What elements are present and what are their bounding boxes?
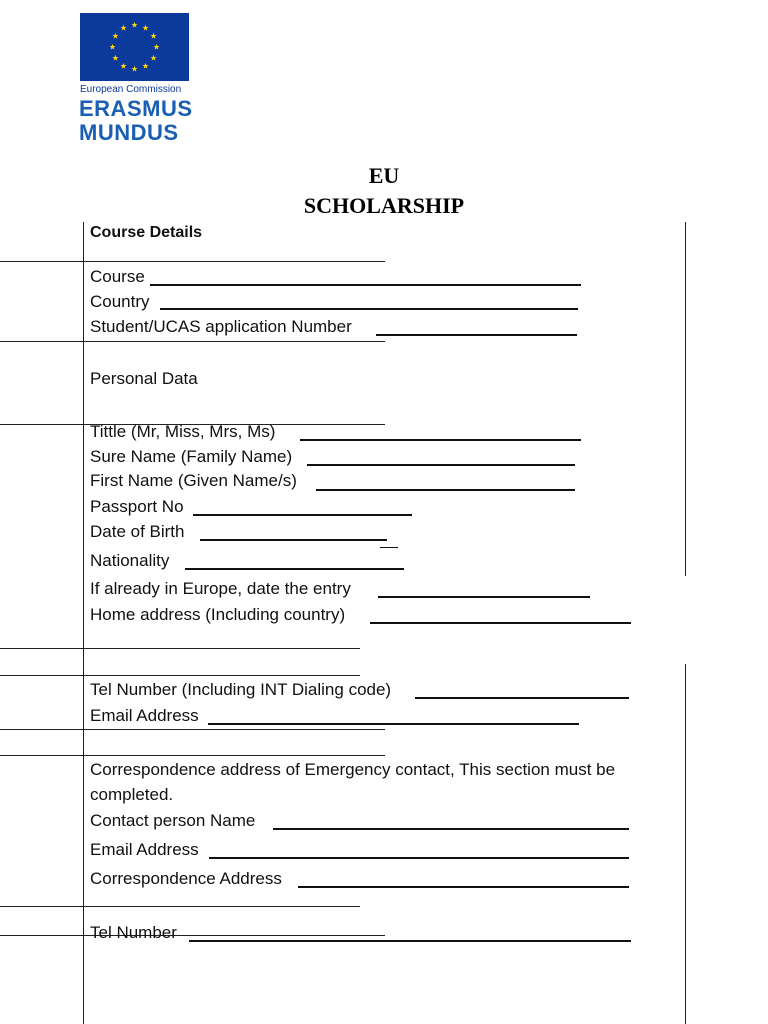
row-divider (0, 935, 385, 936)
dob-field[interactable] (200, 539, 387, 541)
star-icon (120, 63, 126, 69)
star-icon (153, 44, 159, 50)
passport-field[interactable] (193, 514, 412, 516)
tel-number-field[interactable] (415, 697, 629, 699)
nationality-field[interactable] (185, 568, 404, 570)
contact-person-label: Contact person Name (90, 811, 256, 830)
section-heading-personal-data: Personal Data (90, 369, 198, 388)
star-icon (131, 66, 137, 72)
email-field[interactable] (208, 723, 579, 725)
entry-date-field[interactable] (378, 596, 590, 598)
home-address-label: Home address (Including country) (90, 605, 346, 624)
row-divider (0, 341, 385, 342)
star-icon (109, 44, 115, 50)
star-icon (131, 22, 137, 28)
star-icon (151, 55, 157, 61)
student-number-label: Student/UCAS application Number (90, 317, 352, 336)
entry-date-label: If already in Europe, date the entry (90, 579, 351, 598)
section-heading-course-details: Course Details (90, 224, 203, 241)
correspondence-address-field[interactable] (298, 886, 629, 888)
eu-flag-logo (80, 13, 189, 81)
star-icon (112, 55, 118, 61)
emergency-email-label: Email Address (90, 840, 199, 859)
dob-label: Date of Birth (90, 522, 185, 541)
emergency-intro-line2: completed. (90, 785, 174, 804)
star-icon (142, 25, 148, 31)
page-title-line2: SCHOLARSHIP (303, 193, 465, 218)
contact-person-field[interactable] (273, 828, 629, 830)
logo-org-name: European Commission (80, 84, 182, 95)
title-field[interactable] (300, 439, 581, 441)
country-field[interactable] (160, 308, 578, 310)
row-divider (0, 755, 385, 756)
star-icon (142, 63, 148, 69)
row-divider (0, 648, 360, 649)
tel-number-label: Tel Number (Including INT Dialing code) (90, 680, 392, 699)
table-right-border-bottom (685, 664, 686, 1024)
email-label: Email Address (90, 706, 199, 725)
nationality-label: Nationality (90, 551, 170, 570)
star-icon (112, 33, 118, 39)
title-label: Tittle (Mr, Miss, Mrs, Ms) (90, 422, 276, 441)
star-icon (151, 33, 157, 39)
emergency-intro-line1: Correspondence address of Emergency contact, This section must be (90, 760, 616, 779)
emergency-tel-label: Tel Number (90, 923, 177, 942)
dob-field-tick (380, 547, 398, 548)
student-number-field[interactable] (376, 334, 577, 336)
passport-label: Passport No (90, 497, 184, 516)
surname-field[interactable] (307, 464, 575, 466)
logo-word-erasmus: ERASMUS (79, 96, 193, 121)
home-address-field[interactable] (370, 622, 631, 624)
star-icon (120, 25, 126, 31)
table-left-border (83, 222, 84, 1024)
country-label: Country (90, 292, 150, 311)
emergency-tel-field[interactable] (189, 940, 631, 942)
logo-word-mundus: MUNDUS (79, 120, 179, 145)
firstname-label: First Name (Given Name/s) (90, 471, 297, 490)
emergency-email-field[interactable] (209, 857, 629, 859)
surname-label: Sure Name (Family Name) (90, 447, 293, 466)
row-divider (0, 729, 385, 730)
page-title-line1: EU (368, 163, 400, 188)
course-label: Course (90, 267, 145, 286)
row-divider (0, 261, 385, 262)
row-divider (0, 906, 360, 907)
firstname-field[interactable] (316, 489, 575, 491)
table-right-border-top (685, 222, 686, 576)
row-divider (0, 675, 360, 676)
correspondence-address-label: Correspondence Address (90, 869, 282, 888)
course-field[interactable] (150, 284, 581, 286)
eu-stars-icon (80, 13, 189, 81)
